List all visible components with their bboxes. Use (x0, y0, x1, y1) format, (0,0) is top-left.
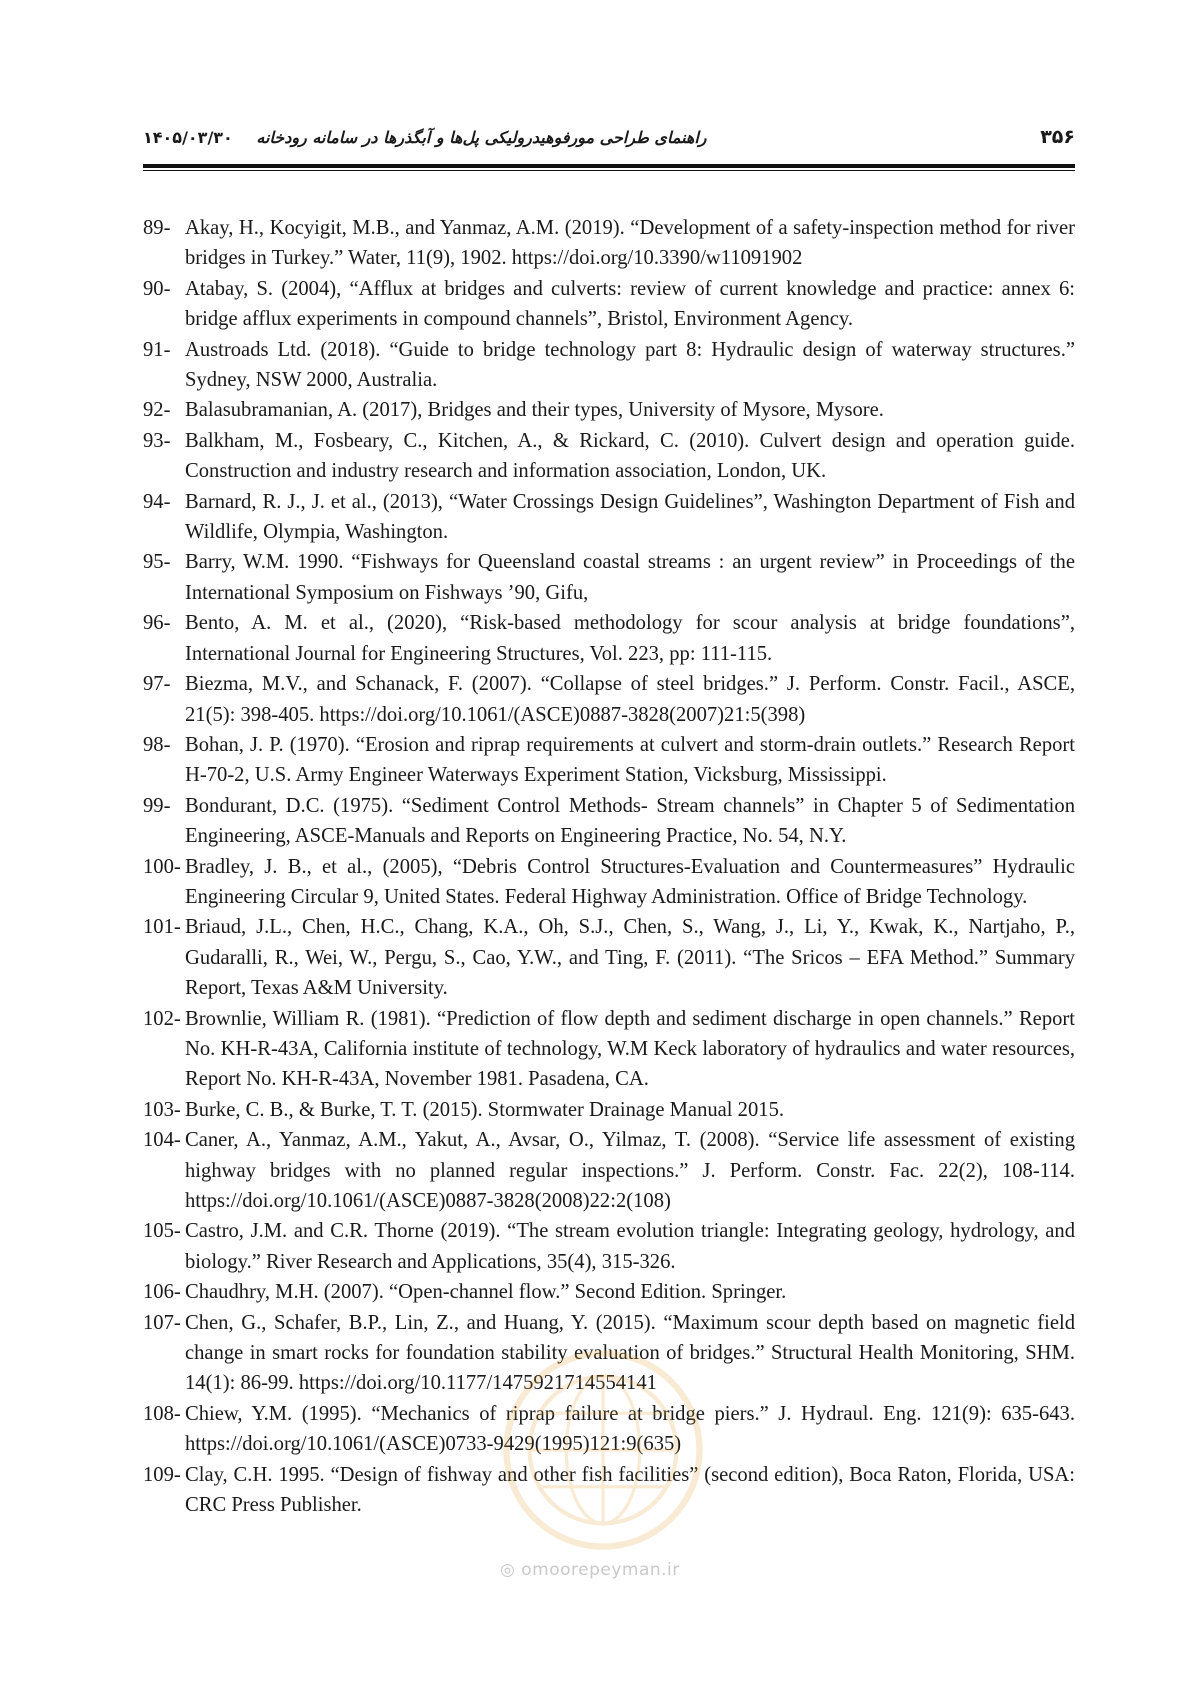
reference-number: 95- (143, 551, 171, 574)
reference-item (143, 791, 1075, 852)
reference-item (143, 1216, 1075, 1277)
reference-text: Briaud, J.L., Chen, H.C., Chang, K.A., Oh, S.J., Chen, S., Wang, J., Li, Y., Kwak, K., Nartjaho, P., Gudaralli, R., Wei, W., Pergu, S., Cao, Y.W., and Ting, F. (2011). “The Sricos – EFA Method.” Summary Report, Texas A&M University. (185, 916, 1075, 1000)
reference-item (143, 730, 1075, 791)
reference-number: 107- (143, 1311, 181, 1334)
reference-item (143, 213, 1075, 274)
reference-number: 96- (143, 612, 171, 635)
reference-text: Clay, C.H. 1995. “Design of fishway and other fish facilities” (second edition), Boca Raton, Florida, USA: CRC Press Publisher. (185, 1463, 1075, 1517)
reference-number: 106- (143, 1281, 181, 1304)
reference-item (143, 547, 1075, 608)
reference-text: Bento, A. M. et al., (2020), “Risk-based methodology for scour analysis at bridge foundations”, International Journal for Engineering Structures, Vol. 223, pp: 111-115. (185, 612, 1075, 665)
reference-number: 99- (143, 794, 171, 817)
reference-number: 108- (143, 1402, 181, 1425)
reference-number: 98- (143, 733, 171, 756)
page-header (143, 126, 1075, 166)
header-rule-thick (143, 164, 1075, 168)
reference-text: Austroads Ltd. (2018). “Guide to bridge technology part 8: Hydraulic design of waterway structures.” Sydney, NSW 2000, Australia. (185, 338, 1075, 392)
reference-item (143, 426, 1075, 487)
reference-text: Bohan, J. P. (1970). “Erosion and riprap requirements at culvert and storm-drain outlets.” Research Report H-70-2, U.S. Army Engineer Waterways Experiment Station, Vicksburg, Mississippi. (185, 733, 1075, 787)
reference-item (143, 274, 1075, 335)
reference-number: 91- (143, 338, 171, 361)
watermark-label: omoorepeyman.ir (521, 1560, 680, 1580)
reference-item (143, 1399, 1075, 1460)
reference-number: 101- (143, 916, 181, 939)
reference-text: Chaudhry, M.H. (2007). “Open-channel flow.” Second Edition. Springer. (185, 1281, 787, 1304)
reference-text: Brownlie, William R. (1981). “Prediction of flow depth and sediment discharge in open channels.” Report No. KH-R-43A, California institute of technology, W.M Keck laboratory of hydraulics and water resources, Report No. KH-R-43A, November 1981. Pasadena, CA. (185, 1007, 1075, 1091)
reference-number: 105- (143, 1220, 181, 1243)
reference-text: Akay, H., Kocyigit, M.B., and Yanmaz, A.M. (2019). “Development of a safety-inspection method for river bridges in Turkey.” Water, 11(9), 1902. https://doi.org/10.3390/w11091902 (185, 217, 1075, 270)
header-rule-thin (143, 170, 1075, 171)
reference-number: 103- (143, 1098, 181, 1121)
reference-item (143, 395, 1075, 425)
reference-item (143, 1277, 1075, 1307)
reference-text: Chen, G., Schafer, B.P., Lin, Z., and Huang, Y. (2015). “Maximum scour depth based on magnetic field change in smart rocks for foundation stability evaluation of bridges.” Structural Health Monitoring, SHM. 14(1): 86-99. https://doi.org/10.1177/1475921714554141 (185, 1311, 1075, 1395)
reference-item (143, 608, 1075, 669)
reference-text: Balasubramanian, A. (2017), Bridges and their types, University of Mysore, Mysore. (185, 399, 884, 422)
reference-item (143, 487, 1075, 548)
reference-text: Biezma, M.V., and Schanack, F. (2007). “Collapse of steel bridges.” J. Perform. Constr. Facil., ASCE, 21(5): 398-405. https://doi.org/10.1061/(ASCE)0887-3828(2007)21:5(398) (185, 673, 1075, 726)
reference-number: 102- (143, 1007, 181, 1030)
reference-number: 97- (143, 673, 171, 696)
reference-text: Barnard, R. J., J. et al., (2013), “Water Crossings Design Guidelines”, Washington Department of Fish and Wildlife, Olympia, Washington. (185, 490, 1075, 544)
reference-item (143, 1308, 1075, 1399)
reference-item (143, 1004, 1075, 1095)
reference-text: Caner, A., Yanmaz, A.M., Yakut, A., Avsar, O., Yilmaz, T. (2008). “Service life assessment of existing highway bridges with no planned regular inspections.” J. Perform. Constr. Fac. 22(2), 108-114. https://doi.org/10.1061/(ASCE)0887-3828(2008)22:2(108) (185, 1129, 1075, 1212)
reference-number: 104- (143, 1129, 181, 1152)
reference-item (143, 669, 1075, 730)
reference-number: 100- (143, 855, 181, 878)
page-number: ۳۵۶ (1040, 126, 1075, 148)
reference-number: 109- (143, 1463, 181, 1486)
reference-text: Bondurant, D.C. (1975). “Sediment Control Methods- Stream channels” in Chapter 5 of Sedimentation Engineering, ASCE-Manuals and Reports on Engineering Practice, No. 54, N.Y. (185, 794, 1075, 848)
reference-number: 93- (143, 429, 171, 452)
reference-text: Castro, J.M. and C.R. Thorne (2019). “The stream evolution triangle: Integrating geology, hydrology, and biology.” River Research and Applications, 35(4), 315-326. (185, 1220, 1075, 1273)
reference-item (143, 912, 1075, 1003)
running-title (143, 128, 707, 147)
reference-item (143, 852, 1075, 913)
reference-number: 89- (143, 217, 171, 239)
reference-text: Bradley, J. B., et al., (2005), “Debris Control Structures-Evaluation and Countermeasures” Hydraulic Engineering Circular 9, United States. Federal Highway Administration. Office of Bridge Technology. (185, 855, 1075, 908)
watermark-text: ◎ omoorepeyman.ir (500, 1560, 680, 1580)
reference-list (143, 213, 1075, 1520)
reference-number: 92- (143, 399, 171, 422)
reference-text: Atabay, S. (2004), “Afflux at bridges and culverts: review of current knowledge and practice: annex 6: bridge afflux experiments in compound channels”, Bristol, Environment Agency. (185, 277, 1075, 331)
reference-text: Chiew, Y.M. (1995). “Mechanics of riprap failure at bridge piers.” J. Hydraul. Eng. 121(9): 635-643. https://doi.org/10.1061/(ASCE)0733-9429(1995)121:9(635) (185, 1402, 1075, 1456)
reference-item (143, 335, 1075, 396)
reference-text: Burke, C. B., & Burke, T. T. (2015). Stormwater Drainage Manual 2015. (185, 1098, 785, 1121)
reference-number: 90- (143, 277, 171, 300)
running-title-date: ۱۴۰۵/۰۳/۳۰ (143, 128, 233, 147)
reference-item (143, 1125, 1075, 1216)
reference-text: Balkham, M., Fosbeary, C., Kitchen, A., & Rickard, C. (2010). Culvert design and operation guide. Construction and industry research and information association, London, UK. (185, 429, 1075, 483)
reference-number: 94- (143, 490, 171, 513)
reference-text: Barry, W.M. 1990. “Fishways for Queensland coastal streams : an urgent review” in Proceedings of the International Symposium on Fishways ’90, Gifu, (185, 551, 1075, 604)
reference-item (143, 1095, 1075, 1125)
running-title-text: راهنمای طراحی مورفوهیدرولیکی پل‌ها و آبگذرها در سامانه رودخانه (256, 128, 707, 147)
reference-item (143, 1460, 1075, 1521)
